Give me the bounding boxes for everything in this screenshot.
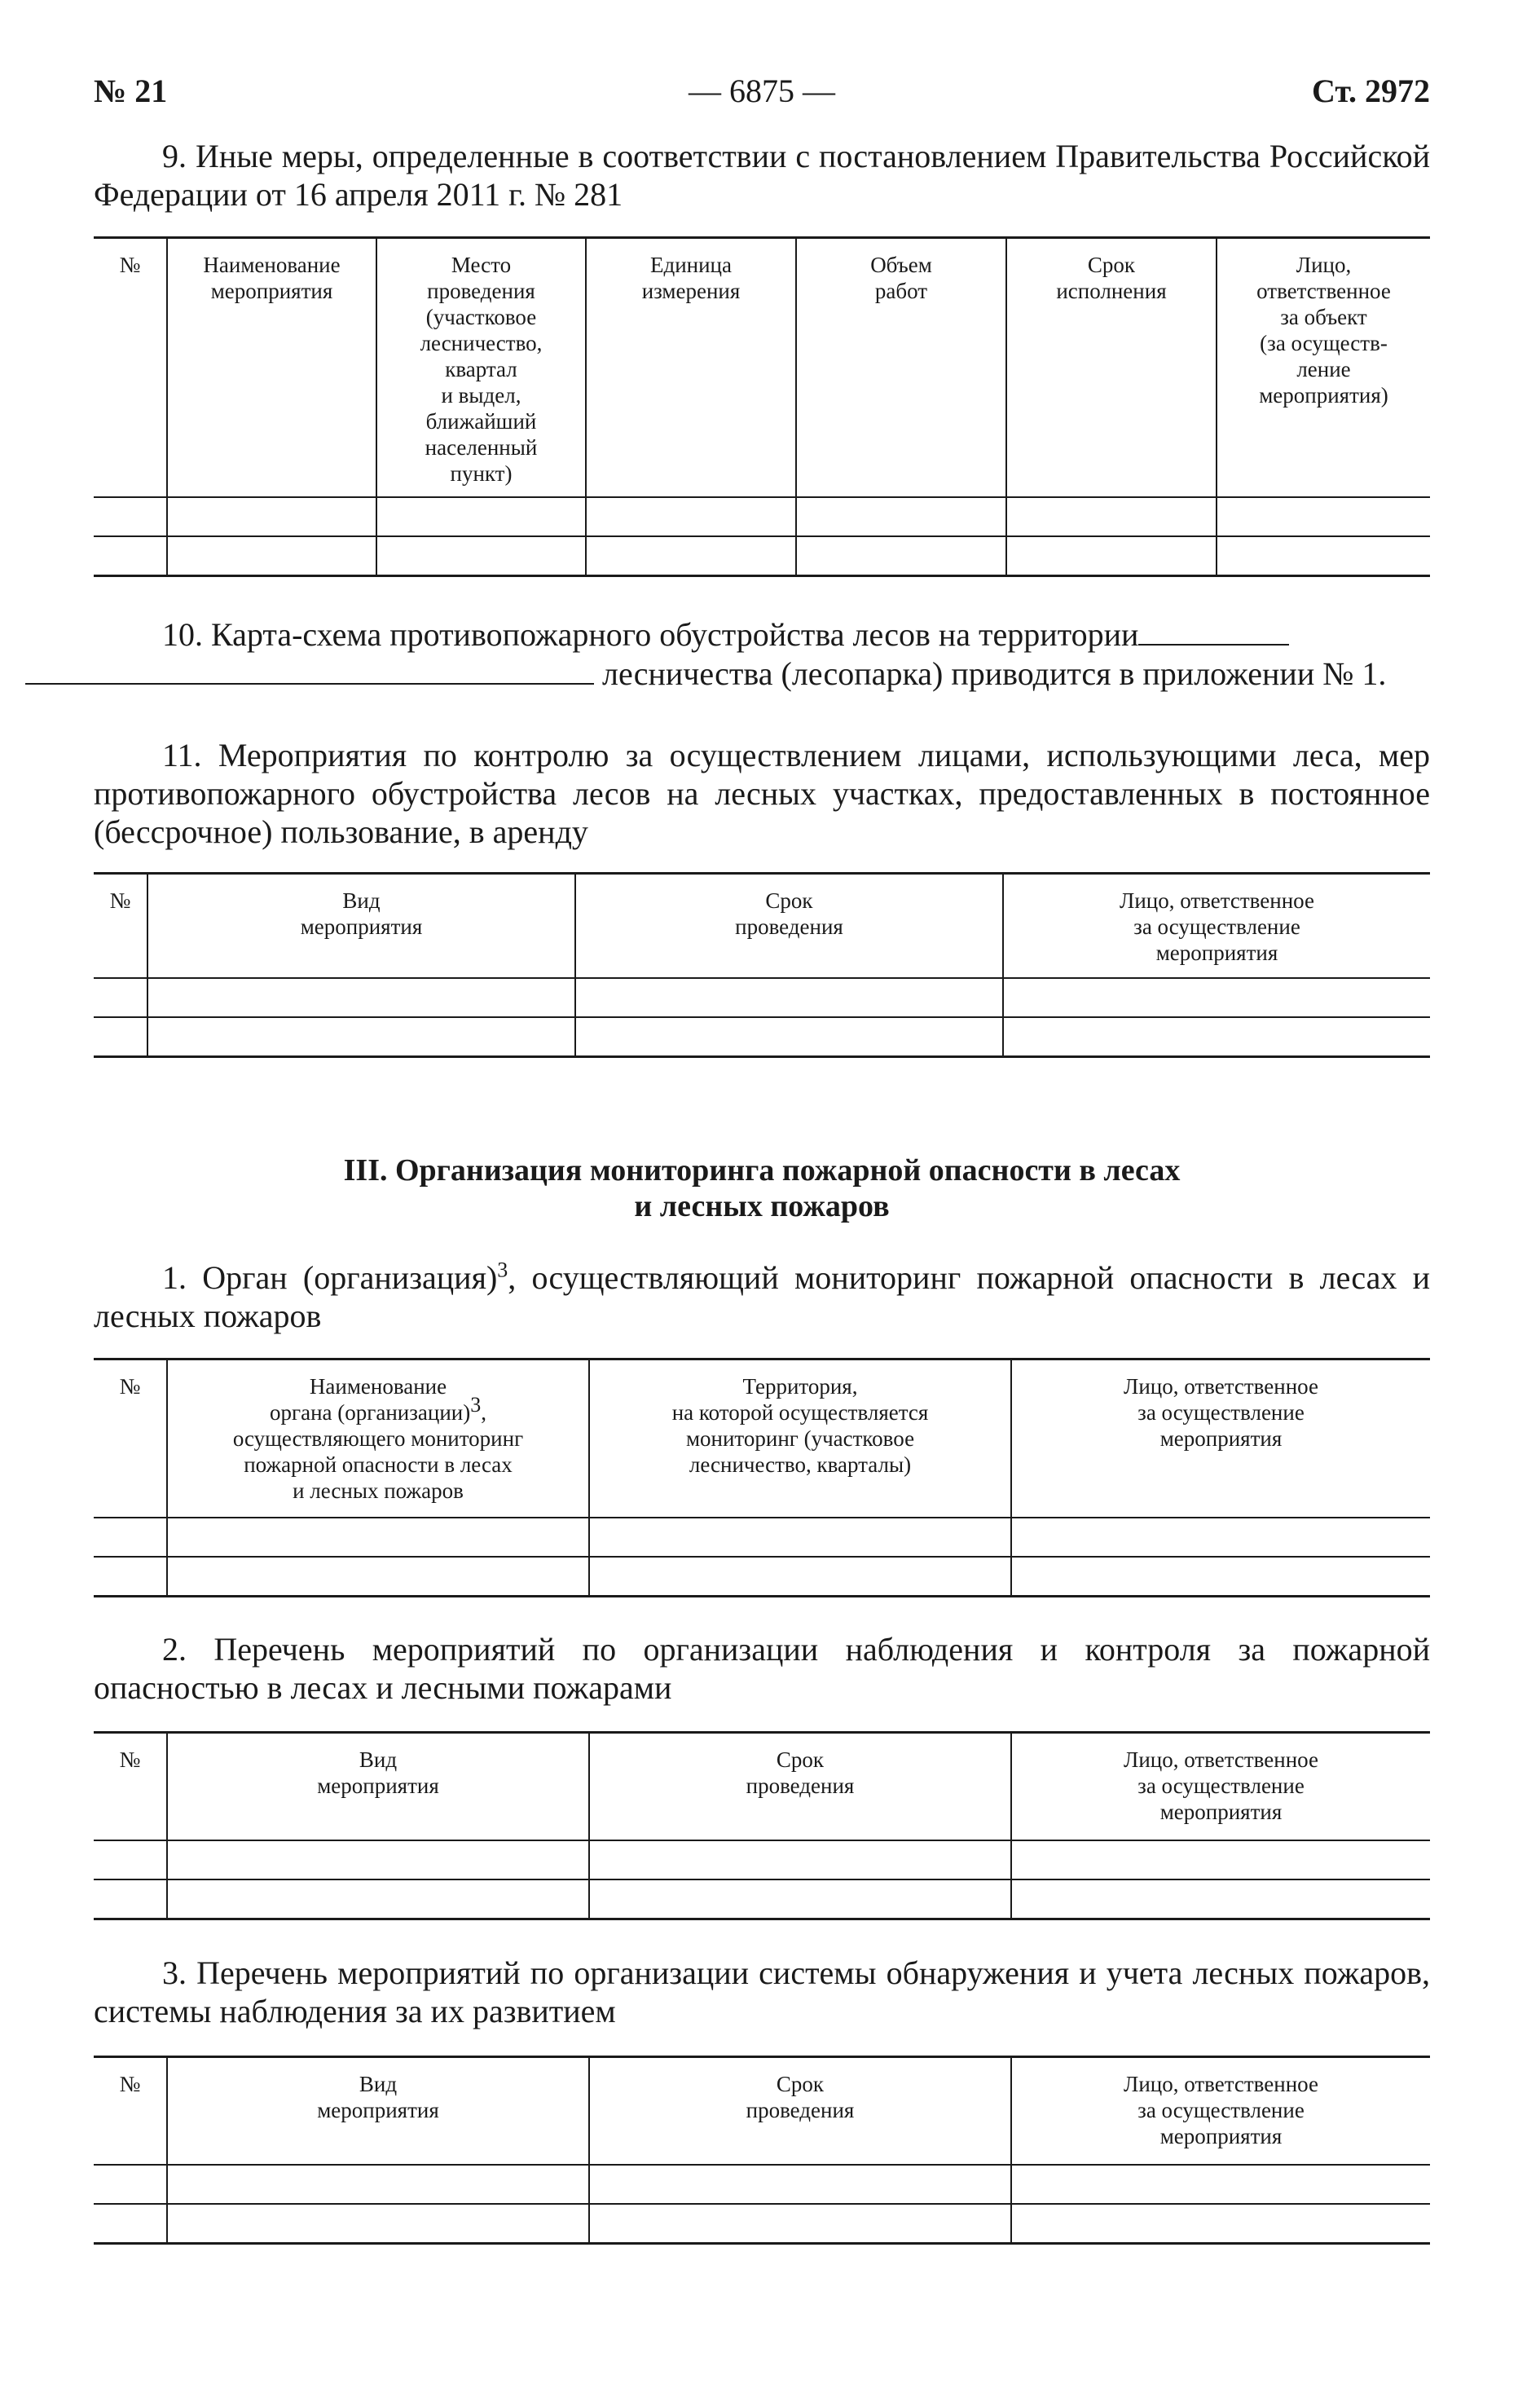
table-row xyxy=(94,978,1430,1017)
item-3-1-text-end: , осуществляющий мониторинг пожарной опасности в лесах и лесных пожаров xyxy=(94,1259,1430,1334)
column-header-deadline: Срок проведения xyxy=(589,2057,1011,2165)
table-row xyxy=(94,1879,1430,1919)
column-header-measure-type: Вид мероприятия xyxy=(167,1733,589,1840)
column-header-number: № xyxy=(94,2057,167,2165)
column-header-territory: Территория, на которой осуществляется мониторинг (участковое лесничество, кварталы) xyxy=(589,1359,1011,1518)
blank-forestry-name-line xyxy=(25,654,594,685)
column-header-responsible: Лицо, ответственное за объект (за осуществ- ление мероприятия) xyxy=(1217,238,1430,497)
table-row xyxy=(94,2204,1430,2244)
section-3-title: III. Организация мониторинга пожарной опасности в лесах и лесных пожаров xyxy=(343,1153,1181,1223)
column-header-number: № xyxy=(94,1733,167,1840)
table-row xyxy=(94,1017,1430,1057)
column-header-responsible: Лицо, ответственное за осуществление мероприятия xyxy=(1011,2057,1430,2165)
table-observation-measures xyxy=(94,1731,1430,1920)
item-3-3-paragraph: 3. Перечень мероприятий по организации системы обнаружения и учета лесных пожаров, системы наблюдения за их развитием xyxy=(94,1954,1430,2029)
page-number: — 6875 — xyxy=(689,73,835,109)
page-header xyxy=(94,72,1430,114)
column-header-number: № xyxy=(94,874,147,978)
item-3-2-paragraph: 2. Перечень мероприятий по организации наблюдения и контроля за пожарной опасностью в лесах и лесными пожарами xyxy=(94,1631,1430,1706)
table-monitoring-body xyxy=(94,1358,1430,1597)
table-row xyxy=(94,1557,1430,1597)
item-3-1-paragraph xyxy=(94,1258,1430,1335)
table-row xyxy=(94,497,1430,536)
table-row xyxy=(94,536,1430,576)
table-control-measures xyxy=(94,872,1430,1058)
footnote-marker: 3 xyxy=(497,1258,508,1282)
column-header-deadline: Срок проведения xyxy=(575,874,1003,978)
table-other-measures xyxy=(94,236,1430,577)
item-10-paragraph xyxy=(94,615,1430,693)
column-header-responsible: Лицо, ответственное за осуществление мероприятия xyxy=(1011,1359,1430,1518)
table-row xyxy=(94,2165,1430,2204)
column-header-organ-name xyxy=(167,1359,589,1518)
column-header-measure-type: Вид мероприятия xyxy=(167,2057,589,2165)
column-header-volume: Объем работ xyxy=(796,238,1006,497)
item-9-paragraph: 9. Иные меры, определенные в соответствии с постановлением Правительства Российской Федерации от 16 апреля 2011 г. № 281 xyxy=(94,138,1430,213)
blank-territory-line xyxy=(1138,615,1289,646)
issue-number: № 21 xyxy=(94,73,168,109)
item-10-text-start: 10. Карта-схема противопожарного обустройства лесов на территории xyxy=(162,616,1139,653)
column-header-measure-name: Наименование мероприятия xyxy=(167,238,376,497)
organ-name-text-end: , осуществляющего мониторинг пожарной опасности в лесах и лесных пожаров xyxy=(232,1400,524,1503)
column-header-number: № xyxy=(94,238,167,497)
column-header-measure-type: Вид мероприятия xyxy=(147,874,575,978)
column-header-location: Место проведения (участковое лесничество, квартал и выдел, ближайший населенный пункт) xyxy=(376,238,586,497)
article-number: Ст. 2972 xyxy=(1312,73,1430,109)
item-11-paragraph: 11. Мероприятия по контролю за осуществлением лицами, использующими леса, мер противопожарного обустройства лесов на лесных участках, предоставленных в постоянное (бессрочное) пользование, в аренду xyxy=(94,737,1430,850)
column-header-responsible: Лицо, ответственное за осуществление мероприятия xyxy=(1003,874,1430,978)
organ-name-text-start: Наименование органа (организации) xyxy=(270,1374,471,1425)
item-10-text-end: лесничества (лесопарка) приводится в приложении № 1. xyxy=(602,655,1387,692)
column-header-number: № xyxy=(94,1359,167,1518)
column-header-deadline: Срок проведения xyxy=(589,1733,1011,1840)
column-header-deadline: Срок исполнения xyxy=(1006,238,1217,497)
column-header-responsible: Лицо, ответственное за осуществление мероприятия xyxy=(1011,1733,1430,1840)
item-3-1-text-start: 1. Орган (организация) xyxy=(162,1259,498,1296)
table-row xyxy=(94,1518,1430,1557)
table-row xyxy=(94,1840,1430,1879)
footnote-marker: 3 xyxy=(470,1393,482,1417)
table-detection-measures xyxy=(94,2056,1430,2245)
column-header-unit: Единица измерения xyxy=(586,238,796,497)
